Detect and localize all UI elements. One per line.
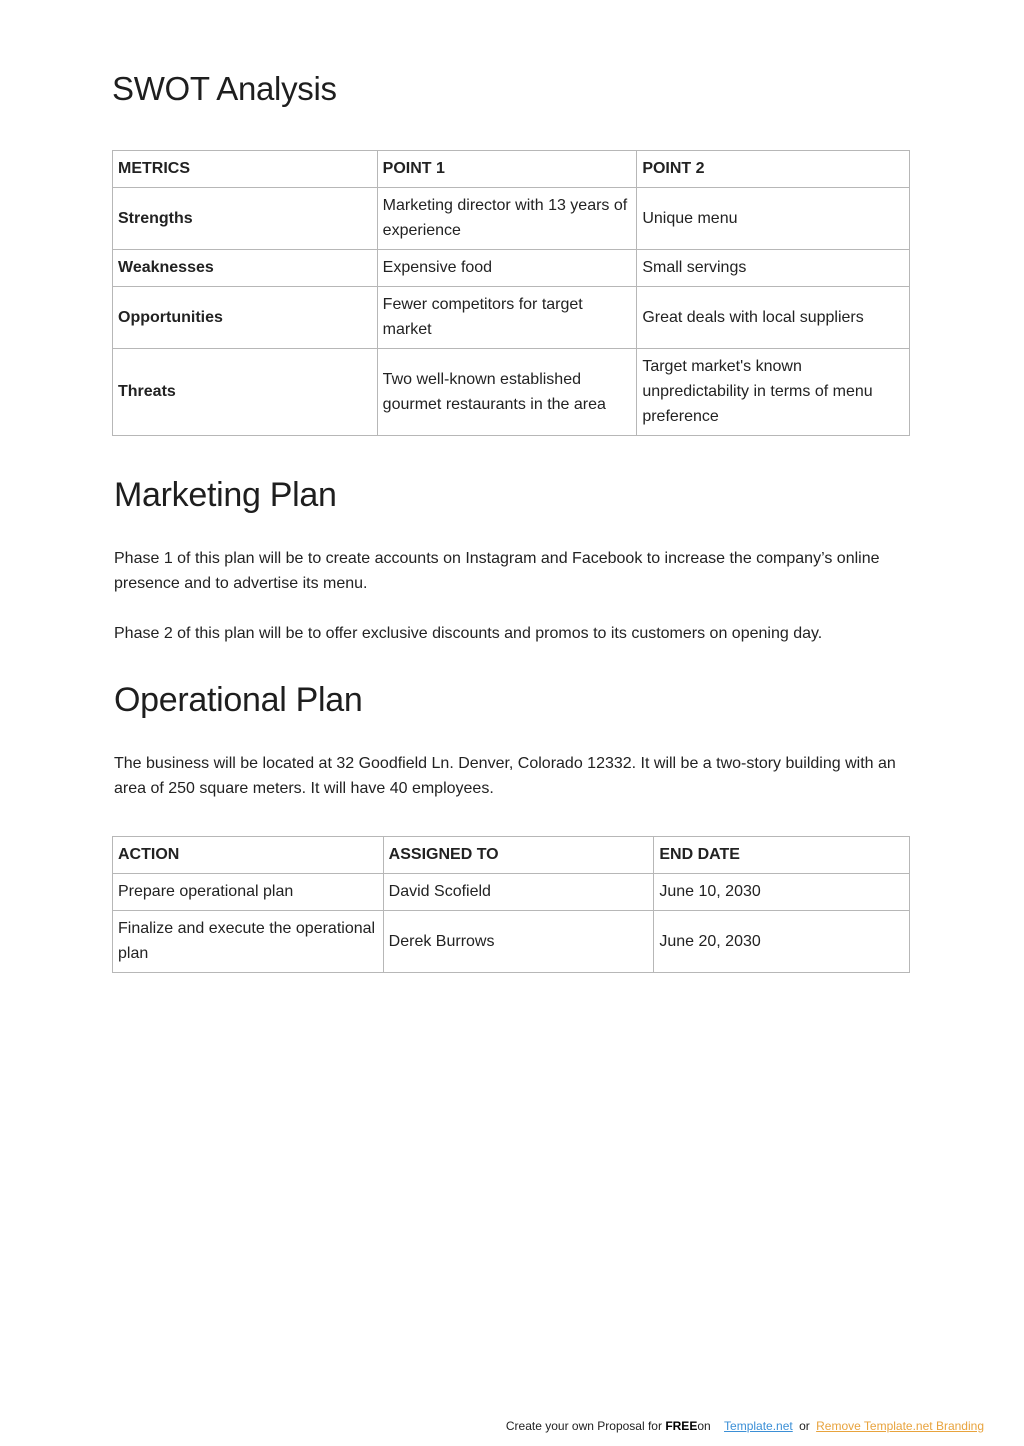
table-cell: June 10, 2030 — [654, 874, 910, 911]
table-cell: Finalize and execute the operational plan — [113, 911, 384, 973]
template-net-link[interactable]: Template.net — [724, 1419, 793, 1433]
table-cell: Unique menu — [637, 188, 910, 250]
table-cell: Marketing director with 13 years of experience — [377, 188, 637, 250]
remove-branding-link[interactable]: Remove Template.net Branding — [816, 1419, 984, 1433]
marketing-plan-paragraph: Phase 1 of this plan will be to create accounts on Instagram and Facebook to increase the company’s online presence and to advertise its menu. — [114, 550, 880, 592]
table-cell: Great deals with local suppliers — [637, 287, 910, 349]
column-header: POINT 2 — [637, 151, 910, 188]
table-cell: Expensive food — [377, 250, 637, 287]
table-header-row — [113, 151, 910, 188]
operational-plan-paragraph: The business will be located at 32 Goodfield Ln. Denver, Colorado 12332. It will be a two-story building with an area of 250 square meters. It will have 40 employees. — [114, 755, 896, 797]
swot-title: SWOT Analysis — [112, 70, 337, 107]
footer-on: on — [697, 1419, 711, 1433]
column-header: POINT 1 — [377, 151, 637, 188]
table-cell: Derek Burrows — [383, 911, 654, 973]
column-header: ASSIGNED TO — [383, 837, 654, 874]
column-header: ACTION — [113, 837, 384, 874]
table-cell: Fewer competitors for target market — [377, 287, 637, 349]
table-row — [113, 911, 910, 973]
column-header: METRICS — [113, 151, 378, 188]
table-row — [113, 874, 910, 911]
operational-plan-title: Operational Plan — [114, 681, 363, 719]
footer-prefix: Create your own Proposal for — [505, 1419, 662, 1433]
operational-plan-table — [112, 836, 910, 973]
table-cell: Target market's known unpredictability in terms of menu preference — [637, 349, 910, 436]
row-label: Strengths — [113, 188, 378, 250]
table-row — [113, 349, 910, 436]
row-label: Weaknesses — [113, 250, 378, 287]
row-label: Opportunities — [113, 287, 378, 349]
table-cell: June 20, 2030 — [654, 911, 910, 973]
table-cell: Two well-known established gourmet restaurants in the area — [377, 349, 637, 436]
table-row — [113, 250, 910, 287]
footer-banner — [506, 1419, 984, 1433]
marketing-plan-paragraph: Phase 2 of this plan will be to offer exclusive discounts and promos to its customers on opening day. — [114, 625, 823, 642]
table-header-row — [113, 837, 910, 874]
footer-or: or — [799, 1419, 810, 1433]
column-header: END DATE — [654, 837, 910, 874]
table-cell: David Scofield — [383, 874, 654, 911]
table-row — [113, 188, 910, 250]
table-cell: Prepare operational plan — [113, 874, 384, 911]
footer-free: FREE — [665, 1419, 698, 1433]
table-row — [113, 287, 910, 349]
swot-table — [112, 150, 910, 436]
row-label: Threats — [113, 349, 378, 436]
marketing-plan-title: Marketing Plan — [114, 476, 337, 514]
table-cell: Small servings — [637, 250, 910, 287]
